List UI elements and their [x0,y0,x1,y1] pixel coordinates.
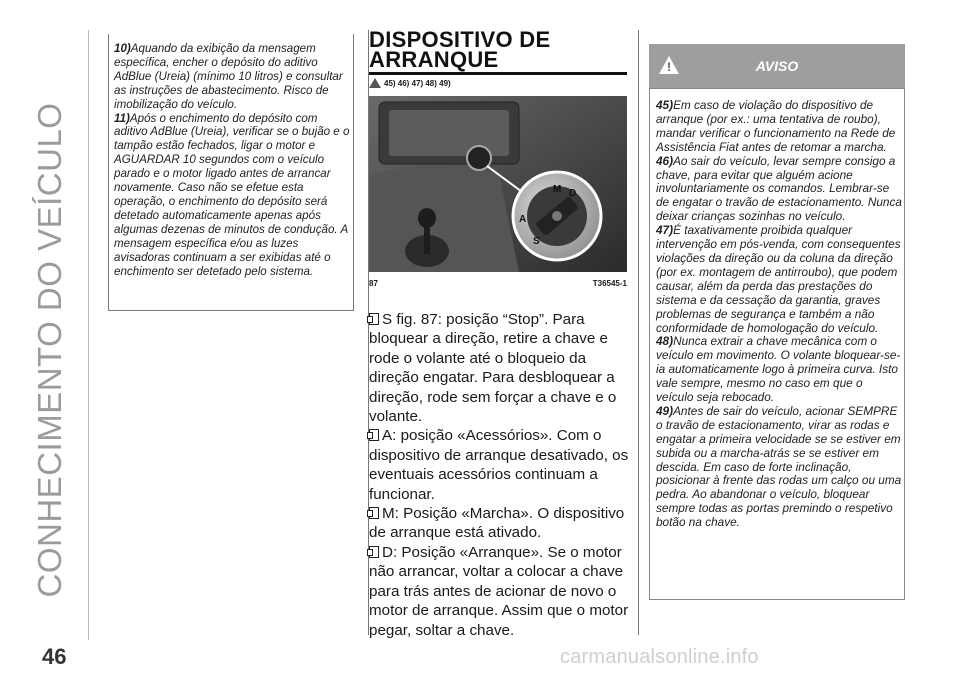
warning-item [656,99,902,155]
body-text [369,310,631,640]
figure-caption [369,279,627,288]
warning-number: 46) [656,153,674,168]
heading-line-2: ARRANQUE [369,47,499,72]
watermark: carmanualsonline.info [560,646,759,668]
notes-list [114,42,352,278]
warning-header [649,44,905,88]
figure-label-s: S [533,236,540,247]
bullet-icon [369,507,379,519]
note-number: 11) [114,111,130,125]
paragraph [369,310,631,426]
paragraph-text: S fig. 87: posição “Stop”. Para bloquear a direção, retire a chave e rode o volante até o bloqueio da direção engatar. Para desbloquear a direção, rode sem forçar a chave e o volante. [369,311,617,426]
heading-line-1: DISPOSITIVO DE [369,27,551,52]
note-number: 10) [114,42,131,55]
warning-item [656,335,902,405]
bullet-icon [369,429,379,441]
warning-item [656,405,902,530]
warning-number: 47) [656,223,674,238]
paragraph-text: D: Posição «Arranque». Se o motor não arrancar, voltar a colocar a chave para trás antes de acionar de novo o motor de arranque. Assim que o motor pegar, soltar a chave. [369,543,629,639]
reference-numbers: 45) 46) 47) 48) 49) [384,78,451,88]
warning-title: AVISO [755,58,799,74]
paragraph [369,543,631,640]
figure-code: T36545-1 [592,279,627,288]
warning-item [656,224,902,335]
warning-text: Ao sair do veículo, levar sempre consigo a chave, para evitar que alguém acione involuntariamente os comandos. Lembrar-se de engatar o travão de estacionamento. Nunca deixar crianças sozinhas no veículo. [656,153,902,224]
paragraph-text: A: posição «Acessórios». Com o dispositivo de arranque desativado, os eventuais acessórios continuam a funcionar. [369,427,629,503]
note-item [114,112,352,279]
note-item [114,42,352,112]
warning-item [656,155,902,225]
section-side-title: CONHECIMENTO DO VEÍCULO [31,102,68,598]
warning-triangle-icon [369,78,381,88]
warning-glyph: ! [667,60,671,74]
bullet-icon [369,546,379,558]
warning-number: 49) [656,403,674,418]
ignition-illustration [369,96,627,272]
side-divider [88,30,89,640]
paragraph [369,426,631,504]
figure-label-d: D [569,188,577,199]
note-text: Aquando da exibição da mensagem específica, encher o depósito do aditivo AdBlue (Ureia) (mínimo 10 litros) e consultar as instruções de abastecimento. Risco de imobilização do veículo. [114,42,343,111]
bullet-icon [369,313,379,325]
warning-text: É taxativamente proibida qualquer intervenção em pós-venda, com consequentes violações da direção ou da coluna da direção (por ex. montagem de antirroubo), que podem causar, além da perda das prestações do sistema e da cessação da garantia, graves problemas de segurança e também a não conformidade de homologação do veículo. [656,223,901,335]
column-divider-2 [638,30,639,635]
figure-number: 87 [369,279,378,288]
ignition-figure [369,96,627,272]
note-text: Após o enchimento do depósito com aditivo AdBlue (Ureia), verificar se o bujão e o tampão estão fechados, ligar o motor e AGUARDAR 10 segundos com o veículo parado e o motor ligado antes de arrancar novamente. Caso não se efetue esta operação, o enchimento do depósito será detetado automaticamente apenas após algumas dezenas de minutos de condução. A mensagem específica e/ou as luzes avisadoras continuam a ser exibidas até o enchimento ser detetado pelo sistema. [114,111,350,278]
figure-label-a: A [519,214,527,225]
warning-list [656,99,902,530]
page-number: 46 [42,644,67,669]
warning-references[interactable] [369,78,451,88]
warning-text: Em caso de violação do dispositivo de arranque (por ex.: uma tentativa de roubo), mandar verificar o funcionamento na Rede de Assistência Fiat antes de retomar a marcha. [656,98,896,154]
paragraph [369,504,631,543]
warning-number: 48) [656,334,674,349]
paragraph-text: M: Posição «Marcha». O dispositivo de arranque está ativado. [369,505,625,542]
section-heading [369,27,627,75]
warning-text: Nunca extrair a chave mecânica com o veículo em movimento. O volante bloquear-se-ia automaticamente logo à primeira curva. Isto vale sempre, mesmo no caso em que o veículo seja rebocado. [656,334,901,405]
warning-text: Antes de sair do veículo, acionar SEMPRE o travão de estacionamento, virar as rodas e engatar a primeira velocidade se se estiver em subida ou a marcha-atrás se se estiver em descida. Em caso de forte inclinação, posicionar à frente das rodas um calço ou uma pedra. Ao abandonar o veículo, bloquear sempre todas as portas premindo o respetivo botão na chave. [656,403,902,530]
warning-number: 45) [656,98,674,112]
figure-label-m: M [553,184,562,195]
